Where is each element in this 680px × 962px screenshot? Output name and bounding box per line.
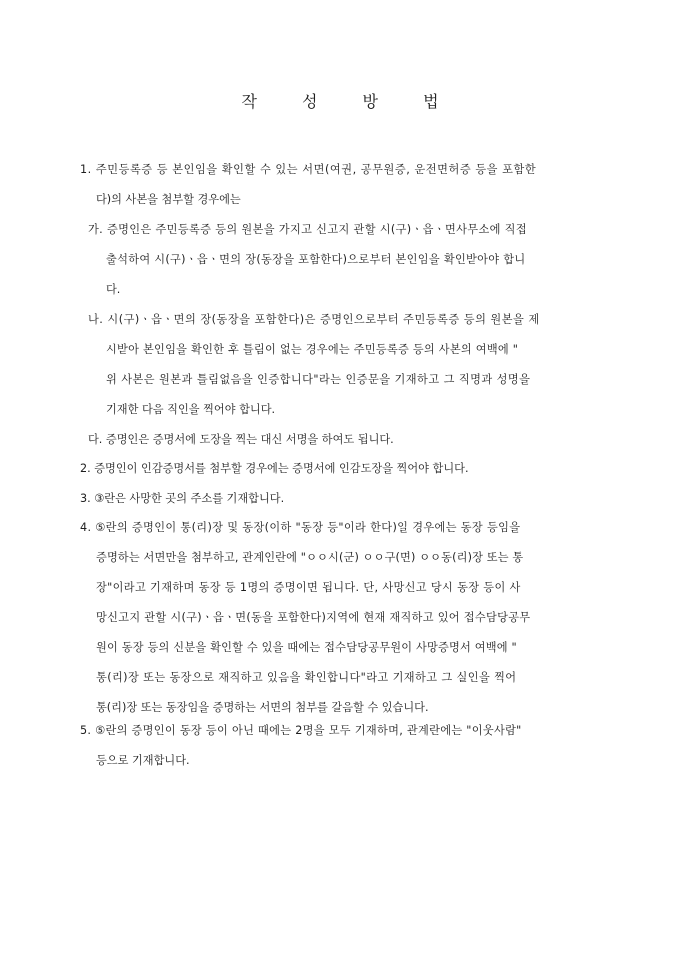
text-line: 다. 증명인은 증명서에 도장을 찍는 대신 서명을 하여도 됩니다. xyxy=(88,433,394,446)
text-line: 5. ⑤란의 증명인이 동장 등이 아닌 때에는 2명을 모두 기재하며, 관계란에는 "이웃사람" xyxy=(80,724,522,737)
text-line: 다. xyxy=(106,283,121,296)
item-4 xyxy=(80,513,602,723)
text-line: 4. ⑤란의 증명인이 통(리)장 및 동장(이하 "동장 등"이라 한다)일 경우에는 동장 등임을 xyxy=(80,521,521,534)
text-line: 다)의 사본을 첨부할 경우에는 xyxy=(96,193,241,206)
text-line: 나. 시(구)ㆍ읍ㆍ면의 장(동장을 포함한다)은 증명인으로부터 주민등록증 등의 원본을 제 xyxy=(88,313,540,326)
text-line: 증명하는 서면만을 첨부하고, 관계인란에 "ㅇㅇ시(군) ㅇㅇ구(면) ㅇㅇ동(리)장 또는 통 xyxy=(96,551,524,564)
sub-item-da xyxy=(88,425,602,455)
text-line: 출석하여 시(구)ㆍ읍ㆍ면의 장(동장을 포함한다)으로부터 본인임을 확인받아야 합니 xyxy=(106,253,526,266)
sub-item-na xyxy=(88,305,602,425)
text-line: 위 사본은 원본과 틀림없음을 인증합니다"라는 인증문을 기재하고 그 직명과 성명을 xyxy=(106,373,531,386)
item-3 xyxy=(80,484,602,514)
sub-item-ga xyxy=(88,215,602,305)
text-line: 등으로 기재합니다. xyxy=(96,754,190,767)
text-line: 3. ③란은 사망한 곳의 주소를 기재합니다. xyxy=(80,492,285,505)
text-line: 통(리)장 또는 동장임을 증명하는 서면의 첨부를 갈음할 수 있습니다. xyxy=(96,701,429,714)
text-line: 시받아 본인임을 확인한 후 틀림이 없는 경우에는 주민등록증 등의 사본의 여백에 " xyxy=(106,343,519,356)
page-title: 작 성 방 법 xyxy=(241,92,459,111)
item-1 xyxy=(80,155,602,215)
text-line: 망신고지 관할 시(구)ㆍ읍ㆍ면(동을 포함한다)지역에 현재 재직하고 있어 접수담당공무 xyxy=(96,611,531,624)
text-line: 원이 동장 등의 신분을 확인할 수 있을 때에는 접수담당공무원이 사망증명서 여백에 " xyxy=(96,641,517,654)
text-line: 가. 증명인은 주민등록증 등의 원본을 가지고 신고지 관할 시(구)ㆍ읍ㆍ면사무소에 직접 xyxy=(88,223,527,236)
text-line: 2. 증명인이 인감증명서를 첨부할 경우에는 증명서에 인감도장을 찍어야 합니다. xyxy=(80,462,469,475)
text-line: 1. 주민등록증 등 본인임을 확인할 수 있는 서면(여권, 공무원증, 운전면허증 등을 포함한 xyxy=(80,163,537,176)
item-5 xyxy=(80,716,602,776)
item-2 xyxy=(80,454,602,484)
text-line: 장"이라고 기재하며 동장 등 1명의 증명이면 됩니다. 단, 사망신고 당시 동장 등이 사 xyxy=(96,581,521,594)
text-line: 통(리)장 또는 동장으로 재직하고 있음을 확인합니다"라고 기재하고 그 실인을 찍어 xyxy=(96,671,517,684)
text-line: 기재한 다음 직인을 찍어야 합니다. xyxy=(106,403,276,416)
